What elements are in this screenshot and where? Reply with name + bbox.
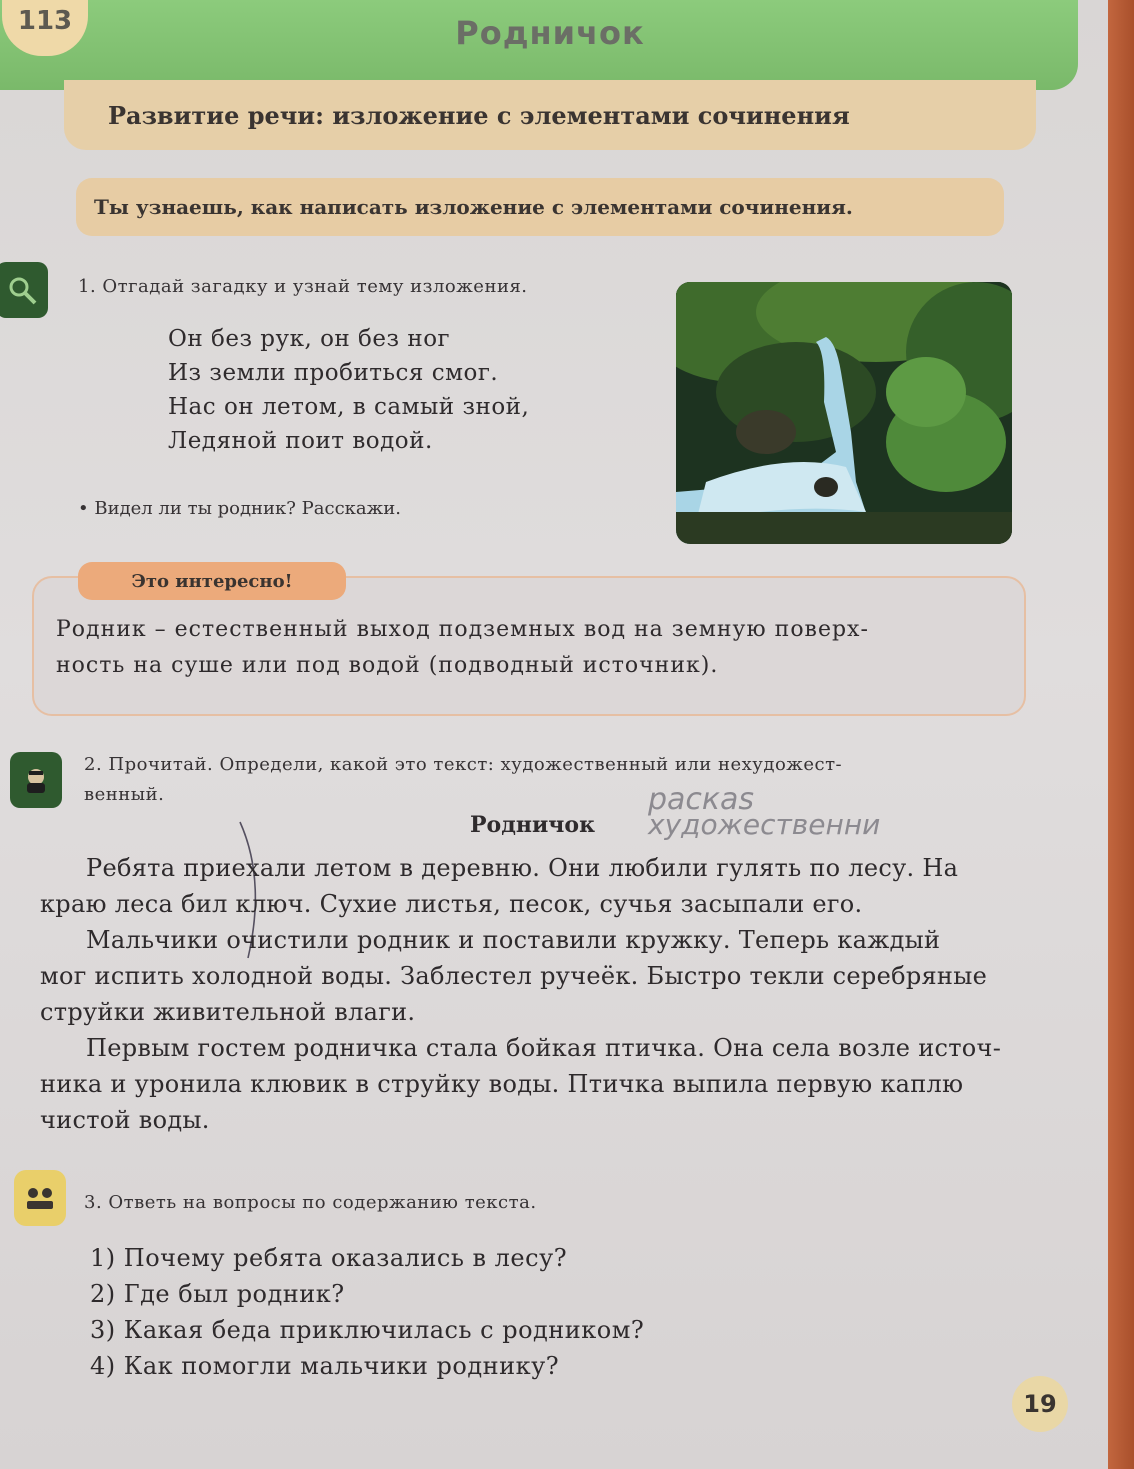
lesson-topic: Развитие речи: изложение с элементами сочинения: [64, 80, 1036, 150]
handwritten-note: раскаs: [648, 782, 755, 817]
handwritten-note: художественни: [648, 808, 881, 841]
task3-instruction: 3. Ответь на вопросы по содержанию текста.: [84, 1192, 537, 1213]
story-line: мог испить холодной воды. Заблестел ручеёк. Быстро текли серебряные: [40, 962, 988, 990]
story-paragraph: [40, 922, 1040, 1030]
story-line: краю леса бил ключ. Сухие листья, песок, сучья засыпали его.: [40, 890, 863, 918]
riddle-line: Из земли пробиться смог.: [168, 360, 499, 386]
task2-line: венный.: [84, 784, 165, 805]
story-line: ника и уронила клювик в струйку воды. Птичка выпила первую каплю: [40, 1070, 964, 1098]
question-item: 3) Какая беда приключилась с родником?: [90, 1316, 645, 1344]
page-number: 19: [1012, 1376, 1068, 1432]
page-edge: [1108, 0, 1134, 1469]
story-line: чистой воды.: [40, 1106, 210, 1134]
lesson-number: 113: [2, 0, 88, 56]
task1-instruction: 1. Отгадай загадку и узнай тему изложения.: [78, 276, 528, 297]
story-line: струйки живительной влаги.: [40, 998, 416, 1026]
question-list: [90, 1240, 644, 1384]
question-item: 2) Где был родник?: [90, 1280, 345, 1308]
story-paragraph: [40, 850, 1040, 922]
lesson-goal: Ты узнаешь, как написать изложение с элементами сочинения.: [76, 178, 1004, 236]
story-paragraph: [40, 1030, 1040, 1138]
riddle-line: Ледяной поит водой.: [168, 428, 433, 454]
task2-line: 2. Прочитай. Определи, какой это текст: художественный или нехудожест-: [84, 754, 843, 775]
story-line: Ребята приехали летом в деревню. Они любили гулять по лесу. На: [86, 854, 959, 882]
info-line: Родник – естественный выход подземных вод на земную поверх-: [56, 617, 869, 642]
task1-question: • Видел ли ты родник? Расскажи.: [78, 498, 401, 519]
info-tab-label: Это интересно!: [78, 562, 346, 600]
info-line: ность на суше или под водой (подводный источник).: [56, 653, 719, 678]
story-line: Первым гостем родничка стала бойкая птичка. Она села возле источ-: [86, 1034, 1002, 1062]
riddle-line: Он без рук, он без ног: [168, 326, 451, 352]
info-text: [56, 612, 1006, 684]
spring-waterfall-illustration: [676, 282, 1012, 544]
story-title: Родничок: [470, 812, 595, 838]
discussion-icon: [14, 1170, 66, 1226]
riddle-line: Нас он летом, в самый зной,: [168, 394, 530, 420]
question-item: 4) Как помогли мальчики роднику?: [90, 1352, 560, 1380]
story-text: [40, 850, 1040, 1138]
reading-icon: [10, 752, 62, 808]
magnifier-icon: [0, 262, 48, 318]
riddle: [168, 322, 529, 458]
unit-title: Родничок: [455, 14, 645, 52]
story-line: Мальчики очистили родник и поставили кружку. Теперь каждый: [86, 926, 941, 954]
question-item: 1) Почему ребята оказались в лесу?: [90, 1244, 568, 1272]
